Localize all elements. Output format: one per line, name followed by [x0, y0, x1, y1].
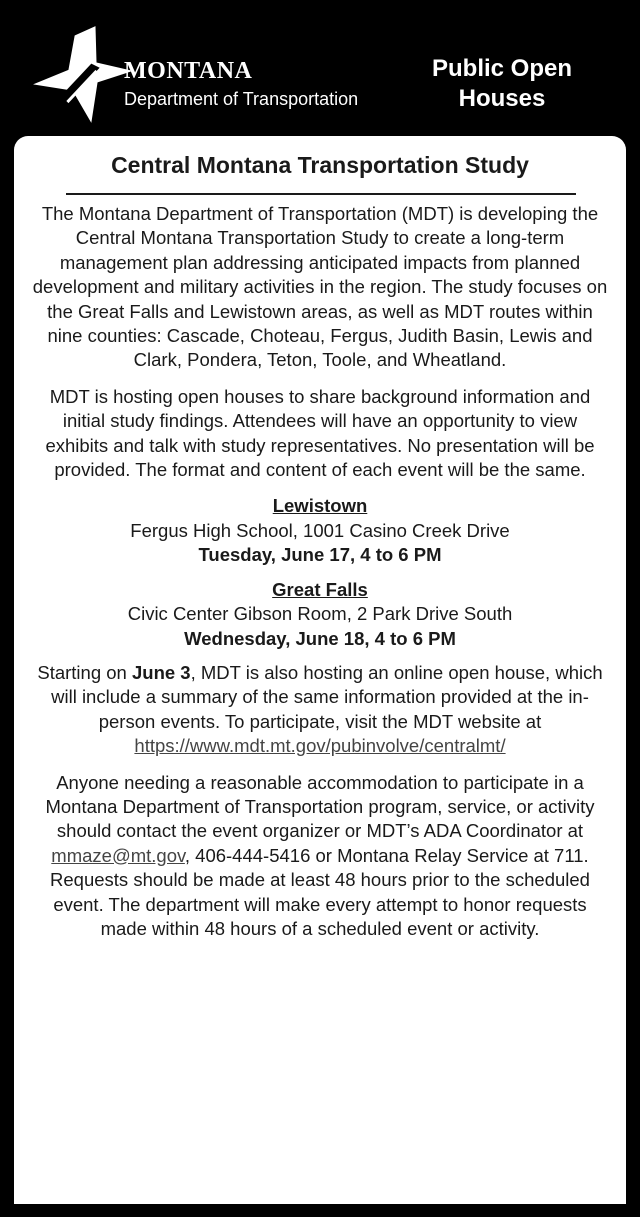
header — [0, 0, 640, 150]
study-website-link[interactable]: https://www.mdt.mt.gov/pubinvolve/centralmt/ — [134, 735, 506, 757]
event-city: Lewistown — [272, 495, 368, 517]
online-text: , MDT is also hosting an online open house, which will include a summary of the same information provided at the in-person events. To participate, visit the MDT website at — [51, 661, 603, 732]
event-lewistown — [30, 494, 610, 567]
body-text — [30, 202, 610, 953]
hosting-paragraph: MDT is hosting open houses to share background information and initial study findings. Attendees will have an opportunity to view exhibits and talk with study representatives. No presentation will be provided. The format and content of each event will be the same. — [45, 385, 595, 481]
accessibility-paragraph — [30, 771, 610, 942]
event-great-falls — [30, 578, 610, 651]
montana-star-logo-icon — [30, 22, 136, 126]
intro-paragraph: The Montana Department of Transportation (MDT) is developing the Central Montana Transportation Study to create a long-term management plan addressing anticipated impacts from planned development and military activities in the region. The study focuses on the Great Falls and Lewistown areas, as well as MDT routes within nine counties: Cascade, Choteau, Fergus, Judith Basin, Lewis and Clark, Pondera, Teton, Toole, and Wheatland. — [32, 203, 608, 371]
online-prefix: Starting on — [37, 661, 132, 683]
brand-subtitle: Department of Transportation — [124, 89, 359, 109]
brand-name: MONTANA — [124, 58, 253, 84]
ada-email-link[interactable]: mmaze@mt.gov — [51, 844, 185, 866]
event-datetime: Wednesday, June 18, 4 to 6 PM — [184, 627, 456, 649]
accessibility-text-1: Anyone needing a reasonable accommodation to participate in a Montana Department of Transportation program, service, or activity should contact the event organizer or MDT’s ADA Coordinator at — [45, 771, 595, 842]
study-title: Central Montana Transportation Study — [111, 152, 529, 178]
accessibility-text-2: , 406-444-5416 or Montana Relay Service at 711. Requests should be made at least 48 hours prior to the scheduled event. The department will make every attempt to honor requests made within 48 hours of a scheduled event or activity. — [50, 844, 590, 939]
event-venue: Fergus High School, 1001 Casino Creek Drive — [130, 519, 510, 541]
header-title — [402, 54, 602, 114]
event-datetime: Tuesday, June 17, 4 to 6 PM — [198, 544, 442, 566]
header-title-line2: Houses — [458, 85, 546, 112]
online-paragraph — [30, 661, 610, 759]
title-divider — [66, 193, 576, 195]
header-title-line1: Public Open — [431, 55, 572, 82]
event-venue: Civic Center Gibson Room, 2 Park Drive South — [127, 603, 513, 625]
online-date: June 3 — [131, 661, 191, 683]
event-city: Great Falls — [272, 578, 368, 600]
content-panel — [14, 136, 626, 1204]
